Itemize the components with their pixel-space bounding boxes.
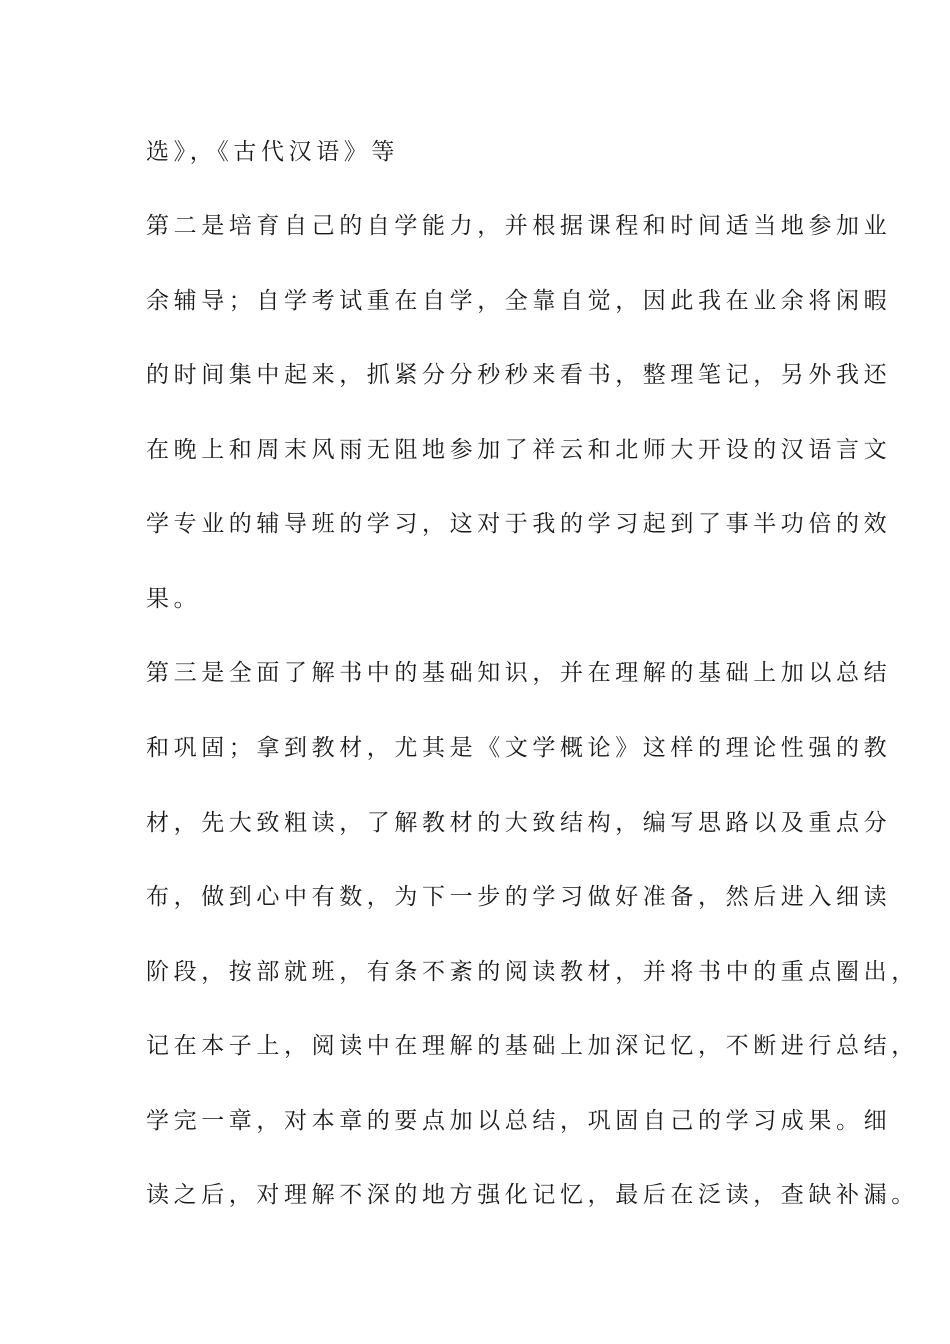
text-line: 在晚上和周末风雨无阻地参加了祥云和北师大开设的汉语言文 (146, 437, 892, 463)
text-line: 第二是培育自己的自学能力，并根据课程和时间适当地参加业 (146, 213, 892, 239)
text-line: 果。 (146, 586, 202, 612)
text-line: 读之后，对理解不深的地方强化记忆，最后在泛读，查缺补漏。 (146, 1182, 919, 1208)
text-line: 材，先大致粗读，了解教材的大致结构，编写思路以及重点分 (146, 810, 892, 836)
text-line: 学专业的辅导班的学习，这对于我的学习起到了事半功倍的效 (146, 511, 892, 537)
text-line: 余辅导；自学考试重在自学，全靠自觉，因此我在业余将闲暇 (146, 288, 892, 314)
text-line: 布，做到心中有数，为下一步的学习做好准备，然后进入细读 (146, 884, 892, 910)
text-line: 和巩固；拿到教材，尤其是《文学概论》这样的理论性强的教 (146, 735, 892, 761)
text-line: 选》，《古代汉语》等 (146, 139, 399, 165)
text-line: 第三是全面了解书中的基础知识，并在理解的基础上加以总结 (146, 660, 892, 686)
text-line: 阶段，按部就班，有条不紊的阅读教材，并将书中的重点圈出， (146, 959, 919, 985)
text-line: 的时间集中起来，抓紧分分秒秒来看书，整理笔记，另外我还 (146, 362, 892, 388)
text-line: 学完一章，对本章的要点加以总结，巩固自己的学习成果。细 (146, 1108, 892, 1134)
text-line: 记在本子上，阅读中在理解的基础上加深记忆，不断进行总结， (146, 1033, 919, 1059)
